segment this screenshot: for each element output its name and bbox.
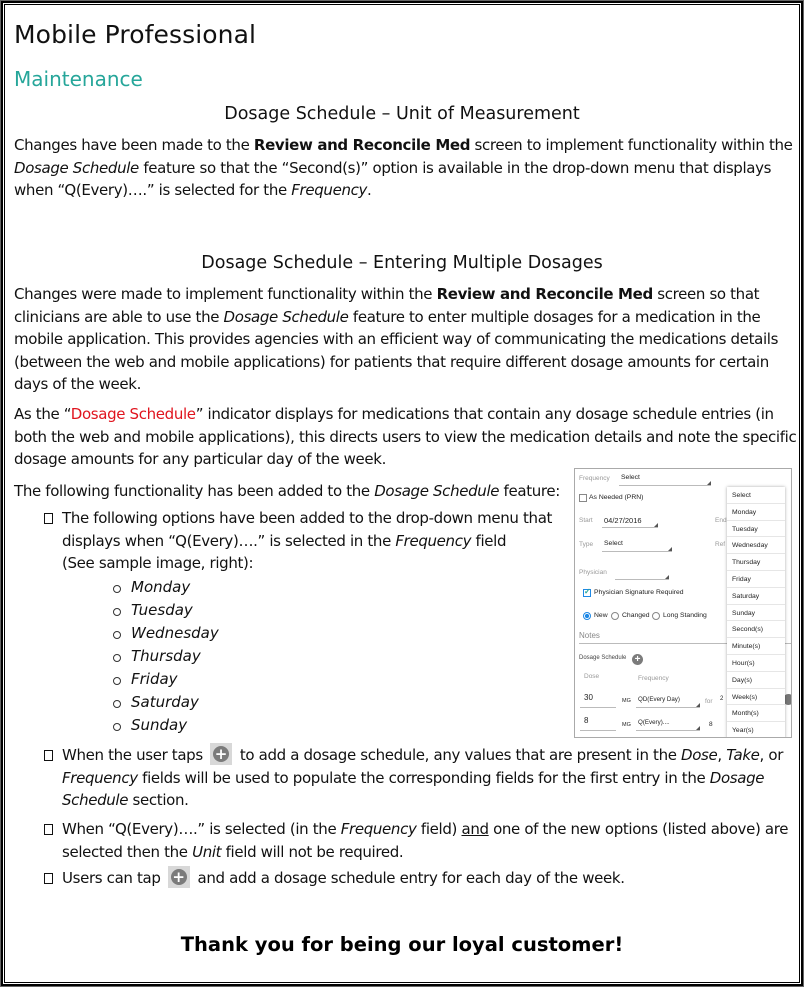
bullet-box-icon [44, 824, 53, 835]
bullet-each-day: Users can tap + and add a dosage schedule entry for each day of the week. [44, 866, 794, 890]
dropdown-option: Hour(s) [727, 655, 785, 672]
dropdown-option: Saturday [727, 588, 785, 605]
list-item-day: Monday [113, 576, 219, 599]
dropdown-option: Tuesday [727, 521, 785, 538]
paragraph-functionality-intro: The following functionality has been added to the Dosage Schedule feature: [14, 482, 560, 500]
screen-name: Review and Reconcile Med [436, 285, 653, 303]
bullet-box-icon [44, 873, 53, 884]
feature-name: Dosage Schedule [223, 307, 349, 326]
list-item-day: Sunday [113, 714, 219, 737]
bullet-new-options: The following options have been added to the drop-down menu that displays when “Q(Every)….” is selected in the Frequency field (See sample image, right): [44, 507, 564, 575]
list-item-day: Tuesday [113, 599, 219, 622]
dropdown-option: Monday [727, 504, 785, 521]
dropdown-arrow-icon [668, 547, 672, 551]
dropdown-option: Month(s) [727, 705, 785, 722]
bullet-unit-not-required: When “Q(Every)….” is selected (in the Frequency field) and one of the new options (listed above) are selected then the Unit field will not be required. [44, 818, 794, 863]
closing-message: Thank you for being our loyal customer! [180, 933, 624, 956]
heading-multiple-dosages: Dosage Schedule – Entering Multiple Dosages [201, 253, 603, 273]
dropdown-arrow-icon [654, 523, 658, 527]
paragraph-multiple-dosages: Changes were made to implement functionality within the Review and Reconcile Med screen so that clinicians are able to use the Dosage Schedule feature to enter multiple dosages for a medication in the mobile application. This provides agencies with an efficient way of communicating the medications details (between the web and mobile applications) for patients that require different dosage amounts for certain days of the week. [14, 285, 779, 393]
list-item-day: Wednesday [113, 622, 219, 645]
radio-long-standing [652, 612, 660, 620]
dropdown-option: Day(s) [727, 672, 785, 689]
radio-changed [611, 612, 619, 620]
as-needed-checkbox [579, 494, 587, 502]
dropdown-option: Second(s) [727, 621, 785, 638]
heading-unit-of-measurement: Dosage Schedule – Unit of Measurement [224, 104, 580, 124]
bullet-box-icon [44, 750, 53, 761]
feature-name: Dosage Schedule [14, 158, 139, 177]
add-circle-icon: + [632, 654, 643, 665]
dropdown-option: Year(s) [727, 722, 785, 738]
bullet-box-icon [44, 513, 53, 524]
dropdown-arrow-icon [696, 703, 700, 707]
dropdown-option: Week(s) [727, 689, 785, 706]
dropdown-option: Friday [727, 571, 785, 588]
dropdown-option: Sunday [727, 605, 785, 622]
dropdown-option: Wednesday [727, 537, 785, 554]
dropdown-arrow-icon [696, 726, 700, 730]
dropdown-option: Thursday [727, 554, 785, 571]
page-title: Mobile Professional [14, 20, 257, 49]
paragraph-indicator: As the “Dosage Schedule” indicator displays for medications that contain any dosage schedule entries (in both the web and mobile applications), this directs users to view the medication details and note the specific dosage amounts for any particular day of the week. [14, 405, 797, 468]
dosage-schedule-indicator: Dosage Schedule [70, 405, 196, 423]
add-circle-icon [210, 743, 232, 765]
radio-new [583, 612, 591, 620]
list-item-day: Friday [113, 668, 219, 691]
paragraph-unit-of-measurement: Changes have been made to the Review and Reconcile Med screen to implement functionality within the Dosage Schedule feature so that the “Second(s)” option is available in the drop-down menu that displays when “Q(Every)….” is selected for the Frequency. [14, 136, 793, 199]
list-item-day: Saturday [113, 691, 219, 714]
dropdown-arrow-icon [665, 575, 669, 579]
sample-screenshot: Frequency Select As Needed (PRN) Start 04/27/2016 End Type Select Ref Physician ✓ Physician Signature Required New Changed Long Standing Notes Dosage Schedule + Dose Frequency 30 MG QD(Every Day) for 2 8 MG Q(Every).... 8 Select Monday Tuesday Wednesday Thursday Friday Saturday Sunday Second(s) Minute(s) Hour(s) Day(s) Week(s) Month(s) Year(s) [574, 468, 792, 738]
days-list [113, 576, 219, 737]
dropdown-option: Select [727, 487, 785, 504]
dropdown-option: Minute(s) [727, 638, 785, 655]
dropdown-arrow-icon [707, 481, 711, 485]
list-item-day: Thursday [113, 645, 219, 668]
physician-signature-checkbox: ✓ [584, 587, 591, 596]
section-subtitle: Maintenance [14, 67, 143, 91]
screen-name: Review and Reconcile Med [253, 136, 471, 154]
bullet-add-schedule: When the user taps + to add a dosage schedule, any values that are present in the Dose, Take, or Frequency fields will be used to populate the corresponding fields for the first entry in the Dosage Schedule section. [44, 743, 794, 812]
add-circle-icon [168, 866, 190, 888]
frequency-unit-dropdown [727, 487, 785, 738]
